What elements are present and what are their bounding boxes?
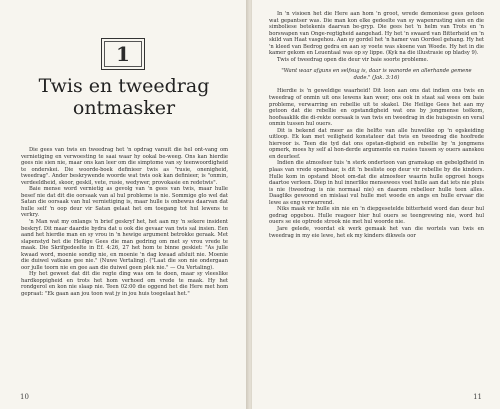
paragraph: 'n Man wat my onlangs 'n brief geskryf het, het aan my 'n sekere insident beskryf. Dit maar daardie bydra dat u ook die gevaar van twis sal insien. Een aand het hierdie man en sy vrou in 'n hewige argument betrokke geraak. Met slapenstyd het die Heilige Gees die man gedring om met sy vrou vrede te maak. Die Skrifgedeelte in Ef. 4:26, 27 het hom te binne geskiet: "As julle kwaad word, moenie sondig nie, en moenie 'n dag kwaad afsluit nie. Moenie die duiwel vatkans gee nie." (Nuwe Vertaling). ("Laat die son nie ondergaan oor julle toorn nie en gee aan die duiwel geen plek nie." — Ou Vertaling).	[21, 219, 228, 271]
paragraph: Dit is bekend dat meer as die helfte van alle huwelike op 'n egskeiding uitloop. Ek kan met veiligheid konstateer dat twis en tweedrag die hoofrede hiervoor is. Teen die tyd dat ons opstan-digheid en rebellie by 'n jongmens opmerk, moes hy self al hon-derde argumente en rusies tussen sy ouers aanskou en deurleef.	[269, 127, 484, 160]
chapter-number: 1	[116, 42, 130, 66]
left-page	[0, 0, 248, 409]
chapter-title-line-1: Twis en tweedrag	[38, 75, 210, 97]
paragraph: In 'n visioen het die Here aan hom 'n groot, wrede demoniese gees getoon wat gepantser was. Die man kon elke gedeelte van sy wapenrusting sien en die simboliese betekenis daarvan be-gryp. Die gees het 'n helm van Trots en 'n borswapen van Onge-regtigheid aangehad. Hy het 'n swaard van Bitterheid en 'n skild van Haat vasgehou. Aan sy gordel het 'n hamer van Oordeel gehang. Hy het 'n kleed van Bedrog gedra en aan sy voete was skoene van Woede. Hy het in die kamer gekom en Leuentaal was op sy lippe. (Kyk na die illustrasie op bladsy 9).	[269, 11, 484, 57]
left-body-text	[21, 147, 228, 298]
right-page	[252, 0, 500, 409]
page-number: 10	[20, 393, 29, 401]
chapter-number-box	[101, 38, 145, 70]
paragraph: Twis of tweedrag open die deur vir baie soorte probleme.	[277, 56, 429, 63]
right-body-text	[269, 11, 484, 239]
chapter-title-line-2: ontmasker	[72, 97, 176, 119]
paragraph: Die gees van twis en tweedrag het 'n opdrag vanuit die hel ont-vang om vernietiging en verwoesting te saai waar hy ookal be-weeg. Ons kan hierdie gees nie sien nie, maar ons kan leer om die simptome van sy teenwoordigheid te onderskei. Die woorde-boek definieer twis as "rusie, onenigheid, tweedrag". Ander beskrywende woorde wat twis ook kan definieer, is "onmin, verdeeldheid, skoor, geskil, vete, rusie, wedywer, provokasie en redetwis".	[21, 147, 228, 186]
paragraph: Indien die atmosfeer tuis 'n sterk ondertoon van gramskap en gebelgdheid in plaas van vrede openbaar, is dit 'n besliste oop deur vir rebellie by die kinders. Hulle kom in opstand bloot om-dat die atmosfeer waarin hulle opgroei hoogs daartoe verleen. Diep in hul innerlike mensewees voel hulle aan dat iets nie pluis is nie (tweedrag is nie normaal nie) en daarom rebelleer hulle teen alles. Daagliks gewoond en mislaai vul hulle met woede en angs en hulle ervaar die lewe as eng verwarrend.	[269, 160, 484, 206]
paragraph: Hierdie is 'n geweldige waarheid! Dit loon aan ons dat indien ons twis en tweedrag of onmin uit ons lewens kan weer, ons ook in staat sal wees om baie probleme, verwarring en rebellie uit te skakel. Die Heilige Gees het aan my getoon dat die rebellie en opstandigheid wat ons by jongmense teëkom, hoofsaaklik die di-rekte oorsaak is van twis en tweedrag in die huisgesin en veral onmin tussen hul ouers.	[269, 88, 484, 128]
paragraph: Jare gelede, voordat ek werk gemaak het van die wortels van twis en tweedrag in my eie lewe, het ek my kinders dikwels oor	[269, 225, 484, 239]
paragraph: Baie mense word vernietig as gevolg van 'n gees van twis, maar hulle besef nie dat dit die oorsaak van al hul probleme is nie. Sommige glo wel dat Satan die oorsaak van hul vernietiging is, maar hulle is onbewus daarvan dat hulle self 'n oop deur vir Satan gelaat het om toegang tot hul lewens te verkry.	[21, 186, 228, 219]
scripture-quote: "Want waar afguns en selfsug is, daar is wanorde en allerhande gemene dade." (Jak. 3:16)	[281, 68, 472, 81]
page-number: 11	[473, 393, 482, 401]
paragraph: Niks maak vir hulle sin nie en 'n diepgesetelde bitterheid word dan deur hul gedrag opgebou. Hulle reageer hier hul ouers se teengrewing nie, word hul ouers se eie optrede strook nie met hul woorde nie.	[269, 206, 484, 226]
paragraph: Hy het geweet dat dit die regte ding was om te doen, maar sy vleeslike hardkoppigheid en trots het hom verhoed om vrede te maak. Hy het rondgerol en kon nie slaap nie. Teen 02:00 die oggend het die Here met hom gepraat: "Ek gaan aan jou toon wat jy in jou huis toegelaat het."	[21, 271, 228, 298]
